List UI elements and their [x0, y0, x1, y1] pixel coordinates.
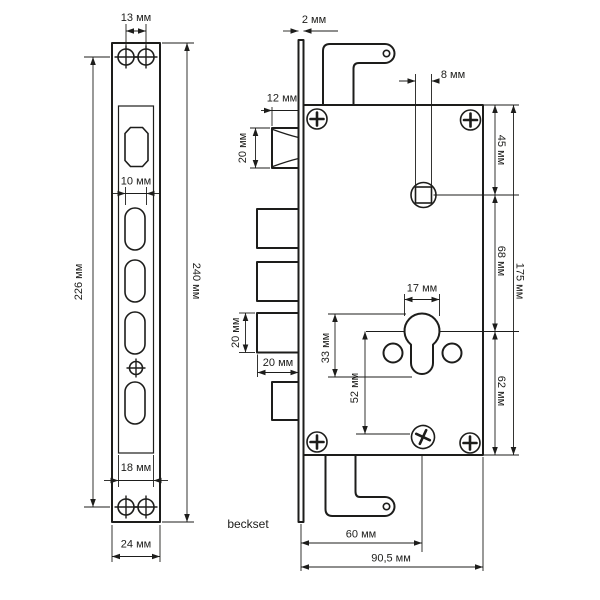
latch-bolt	[272, 128, 299, 168]
lock-body-outline	[304, 105, 484, 455]
dim-label-spindle-square: 8 мм	[440, 69, 466, 81]
dim-label-screw-spacing: 13 мм	[120, 12, 152, 24]
dim-label-latch-height: 20 мм	[237, 132, 249, 164]
caption-beckset: beckset	[227, 517, 269, 531]
dim-label-top-to-spindle: 45 мм	[495, 134, 507, 166]
faceplate-edge	[299, 40, 304, 522]
dim-label-spindle-to-cylinder: 68 мм	[495, 245, 507, 277]
dim-deadbolt-height	[230, 313, 255, 353]
dim-top-to-spindle	[495, 105, 507, 195]
side-view	[257, 40, 483, 552]
dim-label-slot-width: 10 мм	[120, 175, 152, 188]
front-view	[112, 43, 160, 522]
deadbolt-3	[257, 313, 299, 353]
dim-plate-width	[112, 525, 160, 562]
deadbolt-2	[257, 262, 299, 301]
dim-label-screw-span: 226 мм	[73, 263, 85, 301]
dim-latch-height	[237, 128, 270, 168]
dim-spindle-to-cylinder	[495, 195, 507, 332]
dim-label-keyhole-height: 33 мм	[320, 332, 332, 364]
dim-cylinder-to-bottom	[495, 332, 507, 456]
dim-label-latch-projection: 12 мм	[266, 92, 298, 105]
dim-deadbolt-projection	[258, 355, 299, 378]
dim-backset	[301, 529, 422, 544]
dim-latch-projection	[261, 93, 299, 127]
dim-screw-span	[73, 57, 110, 507]
dim-label-cylinder-to-screw: 52 мм	[349, 372, 361, 404]
screw-top-right-icon	[461, 110, 481, 130]
dim-label-plate-height: 240 мм	[190, 262, 202, 300]
dim-faceplate-thickness	[283, 14, 338, 31]
dim-body-width	[301, 553, 483, 568]
faceplate-outline	[112, 43, 160, 522]
dim-body-height	[514, 105, 526, 455]
deadbolt-1	[257, 209, 299, 248]
dim-label-body-height: 175 мм	[513, 262, 526, 300]
dim-label-deadbolt-projection: 20 мм	[262, 357, 294, 369]
dim-label-cylinder-width: 17 мм	[406, 282, 438, 295]
dim-label-plate-width: 24 мм	[120, 538, 152, 551]
hook-bolt-bottom	[326, 455, 395, 516]
screw-top-left-icon	[307, 109, 327, 129]
dim-label-backset: 60 мм	[345, 528, 377, 541]
hook-bolt-top	[323, 44, 395, 105]
dim-label-inner-plate-width: 18 мм	[120, 462, 152, 474]
dim-plate-height	[162, 43, 202, 522]
dim-label-cylinder-to-bottom: 62 мм	[495, 375, 507, 407]
dim-label-faceplate-thickness: 2 мм	[301, 14, 327, 26]
dim-label-body-width: 90,5 мм	[371, 552, 411, 565]
auxiliary-bolt	[272, 382, 299, 420]
screw-bottom-left-icon	[307, 432, 327, 452]
dim-label-deadbolt-height: 20 мм	[230, 317, 242, 349]
screw-bottom-right-icon	[460, 433, 480, 453]
